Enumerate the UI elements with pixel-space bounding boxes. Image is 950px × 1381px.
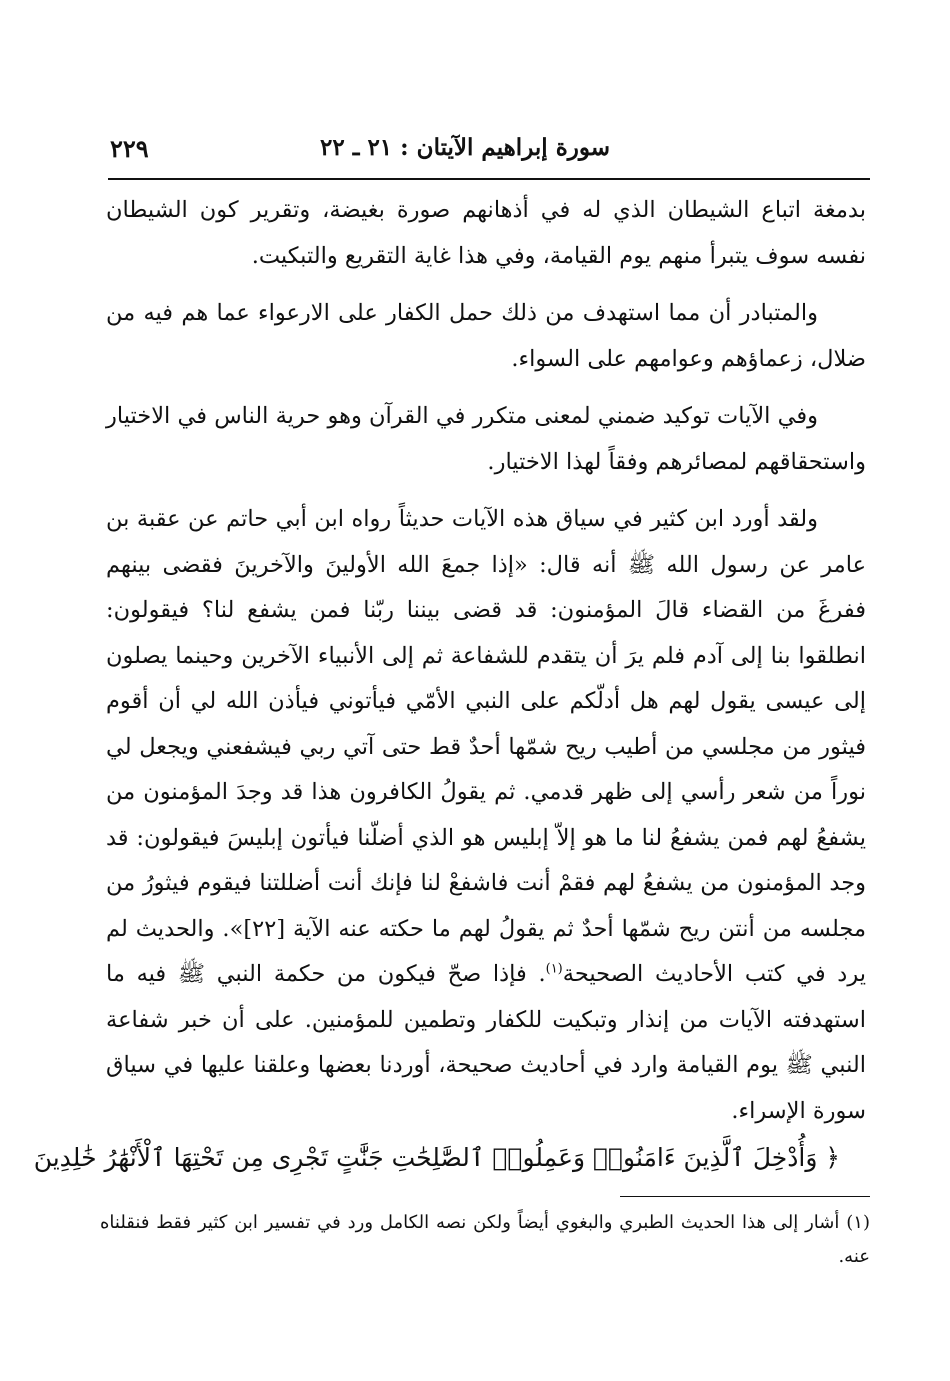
paragraph-text-continued: . فإذا صحّ فيكون من حكمة النبي ﷺ فيه ما استهدفته الآيات من إنذار وتبكيت للكفار وتطمين للمؤمنين. على أن خبر شفاعة النبي ﷺ يوم القيامة وارد في أحاديث صحيحة، أوردنا بعضها وعلقنا عليها في سياق سورة الإسراء. <box>106 961 866 1124</box>
paragraph: بدمغة اتباع الشيطان الذي له في أذهانهم صورة بغيضة، وتقرير كون الشيطان نفسه سوف يتبرأ منهم يوم القيامة، وفي هذا غاية التقريع والتبكيت. <box>106 197 866 269</box>
header-rule <box>108 178 870 180</box>
footnote-marker: (١) <box>846 1212 870 1233</box>
paragraph-text: ولقد أورد ابن كثير في سياق هذه الآيات حديثاً رواه ابن أبي حاتم عن عقبة بن عامر عن رسول الله ﷺ أنه قال: «إذا جمعَ الله الأولينَ والآخرينَ فقضى بينهم ففرغَ من القضاء قالَ المؤمنون: قد قضى بيننا ربّنا فمن يشفع لنا؟ فيقولون: انطلقوا بنا إلى آدم فلم يرَ أن يتقدم للشفاعة ثم إلى الأنبياء الآخرين وحينما يصلون إلى عيسى يقول لهم هل أدلّكم على النبي الأمّي فيأتوني فيأذن الله لي أن أقوم فيثور من مجلسي من أطيب ريح شمّها أحدٌ قط حتى آتي ربي فيشفعني ويجعل لي نوراً من شعر رأسي إلى ظهر قدمي. ثم يقولُ الكافرون هذا قد وجدَ المؤمنون من يشفعُ لهم فمن يشفعُ لنا ما هو إلاّ إبليس هو الذي أضلّنا فيأتون إبليسَ فيقولون: قد وجد المؤمنون من يشفعُ لهم فقمْ أنت فاشفعْ لنا فإنك أنت أضللتنا فيقوم فيثورُ من مجلسه من أنتن ريح شمّها أحدٌ ثم يقولُ لهم ما حكته عنه الآية [٢٢]». والحديث لم يرد في كتب الأحاديث الصحيحة <box>106 506 867 987</box>
page-header <box>110 132 870 174</box>
page-number: ٢٢٩ <box>110 134 149 163</box>
surah-title: سورة إبراهيم الآيتان : ٢١ ـ ٢٢ <box>319 134 610 161</box>
paragraph <box>106 497 866 1134</box>
body-text <box>106 188 866 1146</box>
footnote <box>100 1206 870 1274</box>
footnote-rule <box>620 1196 870 1197</box>
footnote-text: أشار إلى هذا الحديث الطبري والبغوي أيضاً ولكن نصه الكامل ورد في تفسير ابن كثير فقط فنقلناه عنه. <box>100 1212 870 1267</box>
quran-verse: ﴿ وَأُدْخِلَ ٱلَّذِينَ ءَامَنُوا۟ وَعَمِلُوا۟ ٱلصَّٰلِحَٰتِ جَنَّٰتٍ تَجْرِى مِن تَحْتِهَا ٱلْأَنْهَٰرُ خَٰلِدِينَ <box>33 1143 840 1172</box>
paragraph: وفي الآيات توكيد ضمني لمعنى متكرر في القرآن وهو حرية الناس في الاختيار واستحقاقهم لمصائرهم وفقاً لهذا الاختيار. <box>106 403 866 475</box>
paragraph: والمتبادر أن مما استهدف من ذلك حمل الكفار على الارعواء عما هم فيه من ضلال، زعماؤهم وعوامهم على السواء. <box>106 300 866 372</box>
footnote-reference: (١) <box>545 961 563 977</box>
